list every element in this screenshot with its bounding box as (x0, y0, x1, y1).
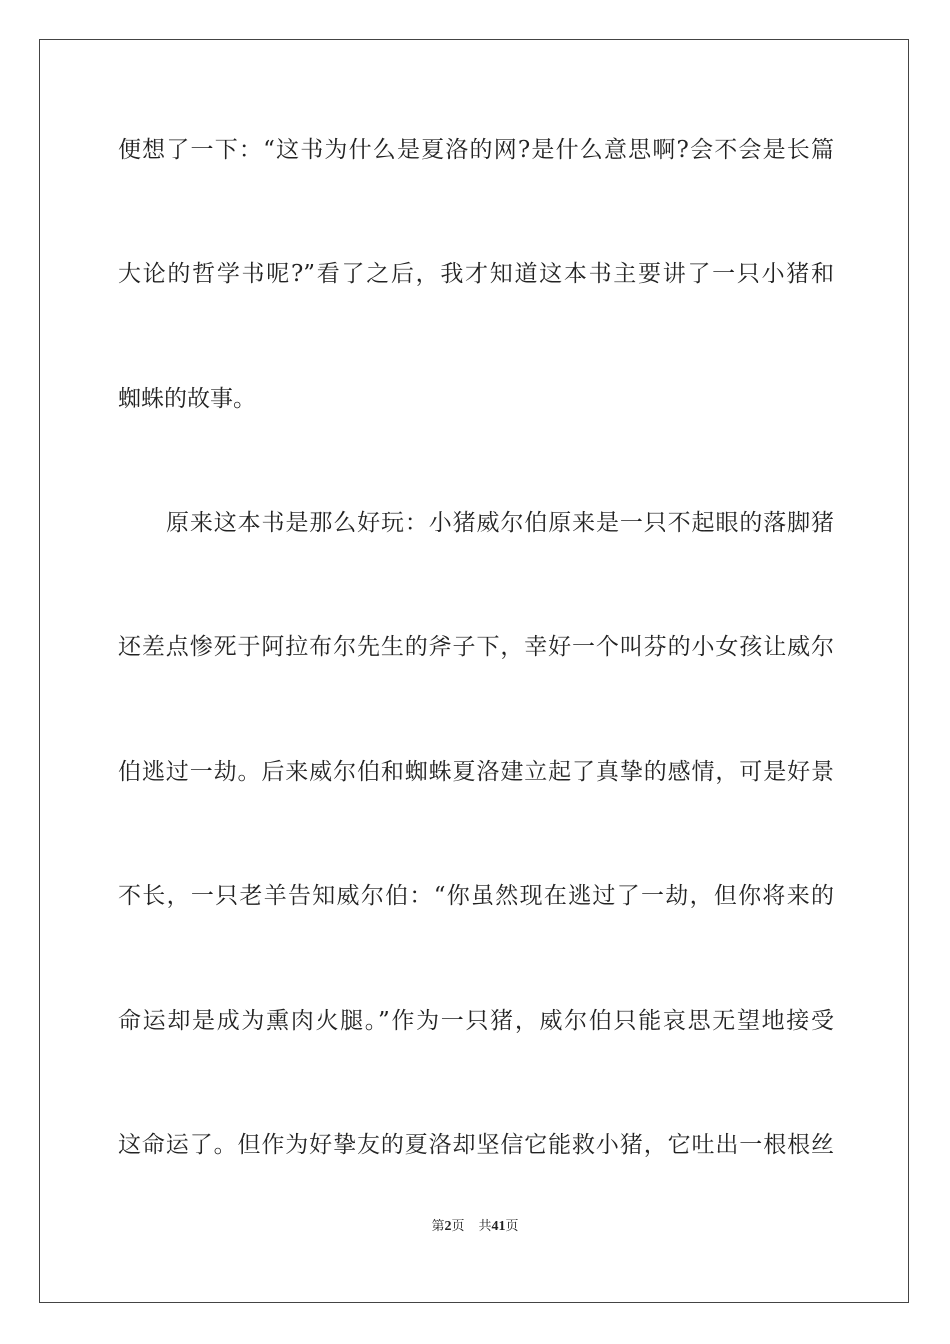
text-line: 伯逃过一劫。后来威尔伯和蜘蛛夏洛建立起了真挚的感情，可是好景 (118, 759, 834, 785)
text-line: 蜘蛛的故事。 (118, 386, 256, 412)
text-line: 大论的哲学书呢?”看了之后，我才知道这本书主要讲了一只小猪和 (118, 261, 834, 287)
total-suffix: 页 (505, 1219, 519, 1234)
page-border (39, 39, 909, 1303)
page-footer (0, 1218, 950, 1236)
text-line: 不长，一只老羊告知威尔伯：“你虽然现在逃过了一劫，但你将来的 (118, 883, 834, 909)
page-prefix: 第 (431, 1219, 445, 1234)
text-line: 命运却是成为熏肉火腿。”作为一只猪，威尔伯只能哀思无望地接受 (118, 1008, 834, 1034)
text-line: 便想了一下：“这书为什么是夏洛的网?是什么意思啊?会不会是长篇 (118, 137, 834, 163)
text-line: 原来这本书是那么好玩：小猪威尔伯原来是一只不起眼的落脚猪 (166, 510, 834, 536)
text-line: 这命运了。但作为好挚友的夏洛却坚信它能救小猪，它吐出一根根丝 (118, 1132, 834, 1158)
page-number: 2 (444, 1219, 452, 1234)
text-line: 还差点惨死于阿拉布尔先生的斧子下，幸好一个叫芬的小女孩让威尔 (118, 634, 834, 660)
total-prefix: 共 (478, 1219, 492, 1234)
total-pages: 41 (491, 1219, 506, 1234)
page-suffix: 页 (451, 1219, 465, 1234)
